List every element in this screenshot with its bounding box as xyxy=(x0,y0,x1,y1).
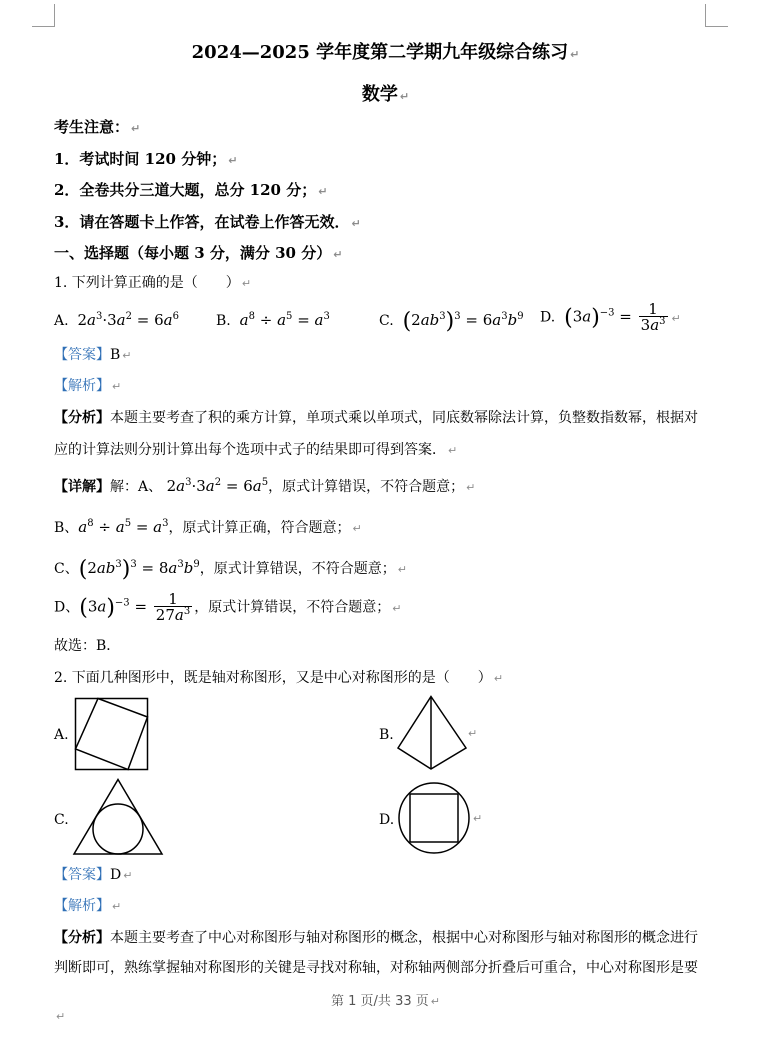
crop-mark-top-left xyxy=(32,4,55,27)
notice-item-3: 3．请在答题卡上作答，在试卷上作答无效． ↵ xyxy=(54,213,361,231)
q2-d-return-mark: ↵ xyxy=(473,812,483,825)
q2-figure-c-circle-in-triangle xyxy=(72,778,164,856)
q2-figure-b-kite xyxy=(396,695,468,771)
q1-option-b: B. $a^8 \div a^5 = a^3$ xyxy=(216,311,330,329)
q1-answer: 【答案】B ↵ xyxy=(54,347,132,363)
q2-b-return-mark: ↵ xyxy=(468,727,478,740)
subject-title: 数学 ↵ xyxy=(361,84,410,105)
crop-mark-top-right xyxy=(705,4,728,27)
q1-stem: 1. 下列计算正确的是（ ） ↵ xyxy=(54,275,252,291)
q2-stem: 2. 下面几种图形中，既是轴对称图形，又是中心对称图形的是（ ） ↵ xyxy=(54,670,504,686)
q2-label-a: A. xyxy=(54,727,69,743)
q1-detail-b: B、$a^8 \div a^5 = a^3$，原式计算正确，符合题意； ↵ xyxy=(54,518,362,536)
q1-option-c: C. $(2ab^3)^3 = 6a^3b^9$ xyxy=(379,309,524,334)
notice-item-2: 2．全卷共分三道大题，总分 120 分； ↵ xyxy=(54,181,328,199)
q1-detail-c: C、$(2ab^3)^3 = 8a^3b^9$，原式计算错误，不符合题意； ↵ xyxy=(54,557,407,582)
q2-answer: 【答案】D ↵ xyxy=(54,867,133,883)
q1-analysis-tag: 【解析】 ↵ xyxy=(54,378,122,394)
trailing-return-mark: ↵ xyxy=(56,1010,66,1023)
q2-fenxi-line-1: 【分析】本题主要考查了中心对称图形与轴对称图形的概念，根据中心对称图形与轴对称图形的概念进行 xyxy=(54,930,698,946)
q1-conclusion: 故选：B． xyxy=(54,638,121,654)
q1-fenxi-line-2: 应的计算法则分别计算出每个选项中式子的结果即可得到答案． ↵ xyxy=(54,442,458,458)
section-heading: 一、选择题（每小题 3 分，满分 30 分） ↵ xyxy=(54,244,343,262)
q1-option-a: A. $2a^3\cdot 3a^2 = 6a^6$ xyxy=(54,311,179,329)
notice-item-1: 1．考试时间 120 分钟； ↵ xyxy=(54,150,238,168)
q2-fenxi-line-2: 判断即可，熟练掌握轴对称图形的关键是寻找对称轴，对称轴两侧部分折叠后可重合，中心对称图形是要 xyxy=(54,960,698,976)
notice-heading: 考生注意： ↵ xyxy=(54,118,141,136)
exam-title: 2024—2025 学年度第二学期九年级综合练习 ↵ xyxy=(191,42,580,63)
q2-figure-d-square-in-circle xyxy=(397,781,471,855)
q2-analysis-tag: 【解析】 ↵ xyxy=(54,898,122,914)
q2-label-b: B. xyxy=(379,727,394,743)
q2-figure-a-rotated-square-in-square xyxy=(74,697,150,771)
q1-option-d: D. $(3a)^{-3}$ = $\frac{1}{3a^3}$ ↵ xyxy=(540,300,681,334)
q1-detail-a: 【详解】解：A、 $2a^3\cdot 3a^2 = 6a^5$，原式计算错误，不符合题意； ↵ xyxy=(54,477,476,495)
q1-fenxi-line-1: 【分析】本题主要考查了积的乘方计算，单项式乘以单项式，同底数幂除法计算，负整数指数幂，根据对 xyxy=(54,410,698,426)
page-footer: 第 1 页/共 33 页 ↵ xyxy=(331,994,440,1009)
q2-label-d: D. xyxy=(379,812,395,828)
q1-detail-d: D、$(3a)^{-3}$ = $\frac{1}{27a^3}$ ，原式计算错误，不符合题意； ↵ xyxy=(54,590,402,624)
q2-label-c: C. xyxy=(54,812,69,828)
